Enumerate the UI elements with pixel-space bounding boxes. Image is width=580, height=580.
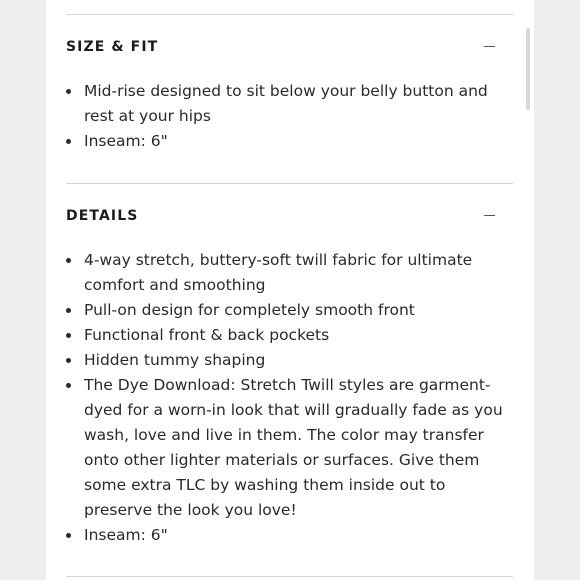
list-item: Mid-rise designed to sit below your belly button and rest at your hips xyxy=(66,79,506,129)
details-header[interactable] xyxy=(66,204,513,228)
size-fit-title: SIZE & FIT xyxy=(66,39,159,55)
divider-top xyxy=(66,14,513,15)
divider-middle xyxy=(66,183,513,184)
list-item: Inseam: 6" xyxy=(66,523,506,548)
minus-icon[interactable] xyxy=(484,215,495,216)
list-item: Functional front & back pockets xyxy=(66,323,506,348)
list-item: Hidden tummy shaping xyxy=(66,348,506,373)
list-item: The Dye Download: Stretch Twill styles are garment-dyed for a worn-in look that will gradually fade as you wash, love and live in them. The color may transfer onto other lighter materials or surfaces. Give them some extra TLC by washing them inside out to preserve the look you love! xyxy=(66,373,506,523)
details-list xyxy=(66,248,506,548)
details-title: DETAILS xyxy=(66,208,139,224)
list-item: 4-way stretch, buttery-soft twill fabric for ultimate comfort and smoothing xyxy=(66,248,506,298)
minus-icon[interactable] xyxy=(484,46,495,47)
size-fit-list xyxy=(66,79,506,154)
list-item: Inseam: 6" xyxy=(66,129,506,154)
size-fit-header[interactable] xyxy=(66,35,513,59)
scrollbar[interactable] xyxy=(526,28,530,110)
list-item: Pull-on design for completely smooth front xyxy=(66,298,506,323)
divider-bottom xyxy=(66,576,513,577)
